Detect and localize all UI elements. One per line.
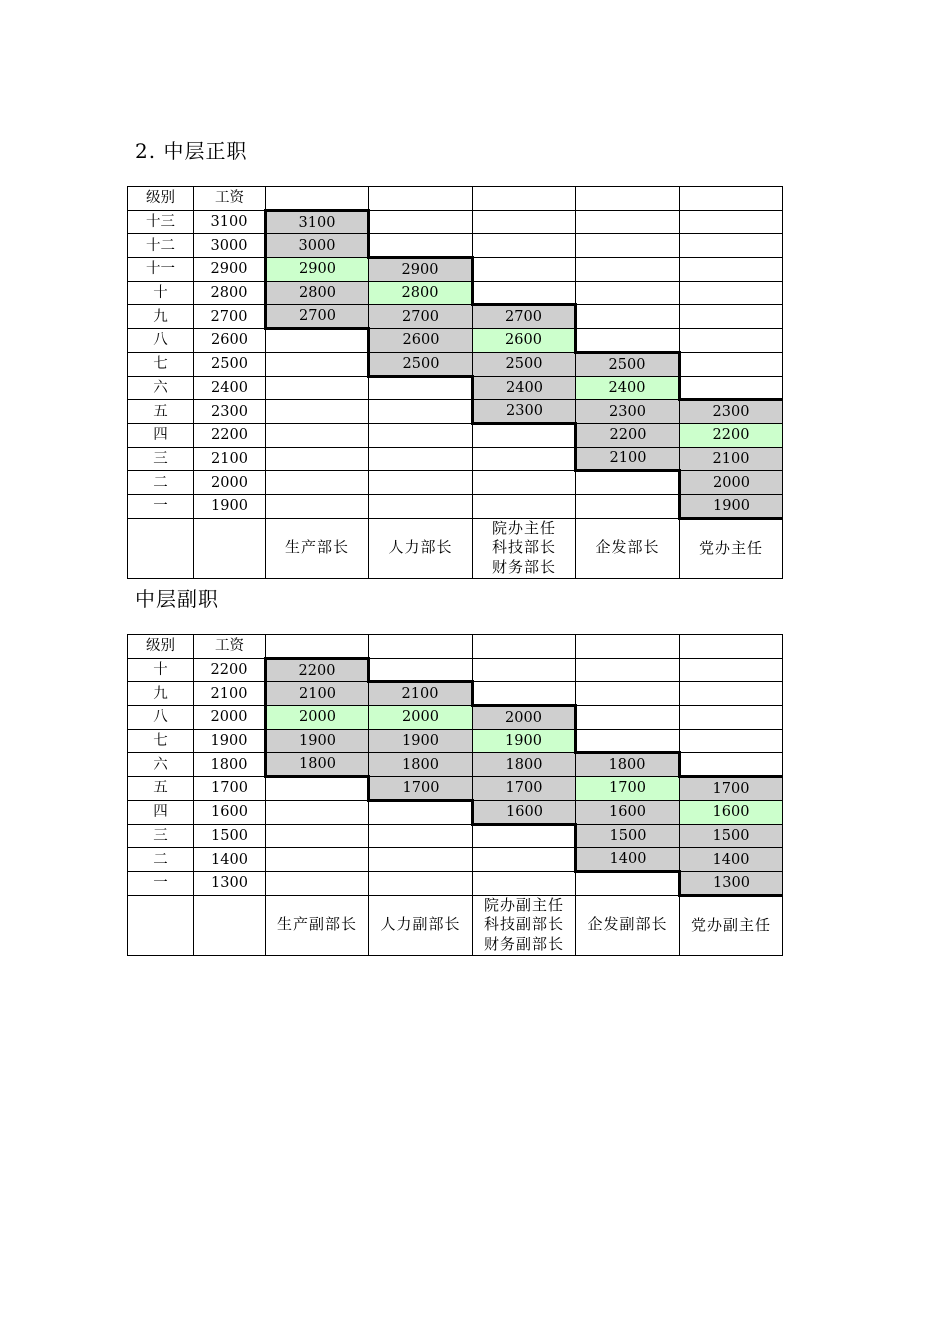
wage-band-cell: 3100 [266, 210, 369, 234]
empty-header-cell [473, 635, 576, 659]
wage-cell: 1900 [194, 729, 266, 753]
wage-band-cell [369, 376, 473, 400]
level-cell: 十 [128, 281, 194, 305]
wage-band-cell [576, 729, 680, 753]
wage-band-cell: 1900 [680, 494, 783, 518]
wage-band-cell: 2300 [680, 400, 783, 424]
position-line: 院办主任 [491, 518, 556, 537]
wage-band-cell [266, 376, 369, 400]
wage-band-cell [680, 376, 783, 400]
header-row [128, 187, 783, 211]
position-label [576, 518, 680, 578]
position-line: 生产部长 [284, 538, 349, 557]
wage-cell: 1400 [194, 848, 266, 872]
level-cell: 二 [128, 471, 194, 495]
wage-band-cell [266, 471, 369, 495]
wage-band-cell [266, 848, 369, 872]
wage-band-cell: 1300 [680, 871, 783, 895]
table-row [128, 682, 783, 706]
table-row [128, 658, 783, 682]
wage-band-cell: 1800 [473, 753, 576, 777]
wage-band-cell: 1600 [576, 800, 680, 824]
wage-band-cell [680, 305, 783, 329]
empty-header-cell [680, 635, 783, 659]
wage-band-cell [576, 658, 680, 682]
section-1-title: 2. 中层正职 [135, 139, 248, 163]
wage-band-cell [473, 871, 576, 895]
empty-footer-cell [128, 895, 194, 955]
empty-footer-cell [128, 518, 194, 578]
table-row [128, 753, 783, 777]
wage-band-cell [680, 352, 783, 376]
wage-cell: 2500 [194, 352, 266, 376]
wage-band-cell: 2200 [266, 658, 369, 682]
empty-header-cell [369, 187, 473, 211]
section-2-title: 中层副职 [135, 587, 219, 611]
position-line: 企发副部长 [587, 915, 668, 934]
wage-band-cell: 2100 [576, 447, 680, 471]
wage-band-cell: 1700 [680, 777, 783, 801]
wage-cell: 2900 [194, 258, 266, 282]
wage-cell: 1700 [194, 777, 266, 801]
wage-band-cell [576, 471, 680, 495]
wage-band-cell [680, 234, 783, 258]
wage-band-cell [369, 400, 473, 424]
empty-header-cell [473, 187, 576, 211]
wage-band-cell: 1400 [576, 848, 680, 872]
wage-band-cell [369, 494, 473, 518]
empty-footer-cell [194, 895, 266, 955]
level-cell: 三 [128, 824, 194, 848]
wage-band-cell [576, 234, 680, 258]
position-line: 院办副主任 [483, 895, 564, 914]
wage-cell: 2100 [194, 682, 266, 706]
wage-band-cell [473, 494, 576, 518]
wage-cell: 3100 [194, 210, 266, 234]
table-row [128, 258, 783, 282]
wage-band-cell [576, 281, 680, 305]
wage-band-cell [576, 258, 680, 282]
wage-band-cell [576, 871, 680, 895]
position-label [680, 518, 783, 578]
empty-header-cell [576, 187, 680, 211]
level-cell: 四 [128, 423, 194, 447]
position-label [473, 518, 576, 578]
level-cell: 三 [128, 447, 194, 471]
wage-band-cell: 3000 [266, 234, 369, 258]
wage-band-cell: 2700 [266, 305, 369, 329]
wage-band-cell: 1700 [576, 777, 680, 801]
level-cell: 七 [128, 352, 194, 376]
position-label [680, 895, 783, 955]
wage-band-cell [266, 800, 369, 824]
level-header: 级别 [128, 187, 194, 211]
wage-band-cell [369, 824, 473, 848]
wage-band-cell [266, 871, 369, 895]
wage-band-cell: 1900 [473, 729, 576, 753]
wage-band-cell: 1600 [680, 800, 783, 824]
position-label [266, 518, 369, 578]
wage-band-cell: 2700 [473, 305, 576, 329]
wage-band-cell [473, 658, 576, 682]
wage-band-cell: 1900 [266, 729, 369, 753]
wage-band-cell: 1800 [576, 753, 680, 777]
wage-cell: 1500 [194, 824, 266, 848]
table-row [128, 281, 783, 305]
table-row [128, 234, 783, 258]
wage-cell: 1900 [194, 494, 266, 518]
wage-cell: 1600 [194, 800, 266, 824]
wage-cell: 2400 [194, 376, 266, 400]
wage-band-cell [369, 848, 473, 872]
wage-band-cell [680, 210, 783, 234]
level-cell: 九 [128, 305, 194, 329]
wage-band-cell: 1500 [680, 824, 783, 848]
wage-band-cell: 2500 [473, 352, 576, 376]
wage-band-cell [680, 682, 783, 706]
wage-band-cell: 2100 [369, 682, 473, 706]
position-line: 生产副部长 [276, 915, 357, 934]
wage-band-cell [369, 447, 473, 471]
table-row [128, 400, 783, 424]
wage-cell: 3000 [194, 234, 266, 258]
position-line: 科技副部长 [483, 915, 564, 934]
level-cell: 七 [128, 729, 194, 753]
wage-cell: 2800 [194, 281, 266, 305]
wage-band-cell [266, 494, 369, 518]
empty-header-cell [680, 187, 783, 211]
wage-cell: 1800 [194, 753, 266, 777]
position-line: 财务副部长 [483, 934, 564, 953]
empty-header-cell [576, 635, 680, 659]
wage-band-cell: 1700 [473, 777, 576, 801]
level-cell: 九 [128, 682, 194, 706]
table-row [128, 447, 783, 471]
wage-band-cell [576, 682, 680, 706]
table-row [128, 729, 783, 753]
wage-band-cell: 2300 [473, 400, 576, 424]
table-row [128, 848, 783, 872]
table-row [128, 376, 783, 400]
level-cell: 十三 [128, 210, 194, 234]
level-cell: 八 [128, 329, 194, 353]
table-row [128, 305, 783, 329]
wage-band-cell [680, 729, 783, 753]
wage-band-cell [576, 706, 680, 730]
wage-band-cell: 2500 [576, 352, 680, 376]
wage-band-cell [680, 706, 783, 730]
level-cell: 五 [128, 400, 194, 424]
wage-band-cell [369, 871, 473, 895]
position-line: 科技部长 [491, 538, 556, 557]
wage-band-cell [576, 329, 680, 353]
level-header: 级别 [128, 635, 194, 659]
wage-header: 工资 [194, 187, 266, 211]
table-row [128, 824, 783, 848]
table-row [128, 423, 783, 447]
level-cell: 八 [128, 706, 194, 730]
wage-cell: 1300 [194, 871, 266, 895]
wage-band-cell [369, 800, 473, 824]
wage-band-cell [266, 777, 369, 801]
position-label [369, 895, 473, 955]
wage-band-cell: 2800 [266, 281, 369, 305]
wage-band-cell: 2000 [473, 706, 576, 730]
wage-band-cell [473, 258, 576, 282]
wage-band-cell [266, 329, 369, 353]
wage-band-cell: 2000 [680, 471, 783, 495]
wage-band-cell: 2000 [369, 706, 473, 730]
wage-cell: 2000 [194, 471, 266, 495]
wage-band-cell [473, 682, 576, 706]
wage-band-cell [369, 658, 473, 682]
wage-cell: 2200 [194, 658, 266, 682]
level-cell: 十 [128, 658, 194, 682]
senior-wage-table [127, 186, 783, 579]
level-cell: 十二 [128, 234, 194, 258]
wage-band-cell [369, 471, 473, 495]
position-line: 企发部长 [595, 538, 660, 557]
wage-band-cell [680, 329, 783, 353]
deputy-wage-table [127, 634, 783, 956]
empty-header-cell [266, 635, 369, 659]
wage-band-cell [369, 423, 473, 447]
wage-band-cell: 2200 [576, 423, 680, 447]
position-line: 人力部长 [388, 538, 453, 557]
wage-band-cell [473, 234, 576, 258]
wage-band-cell: 1500 [576, 824, 680, 848]
position-line: 党办主任 [698, 538, 763, 557]
wage-cell: 2300 [194, 400, 266, 424]
wage-band-cell [576, 305, 680, 329]
table-row [128, 800, 783, 824]
wage-band-cell [266, 352, 369, 376]
wage-band-cell: 1900 [369, 729, 473, 753]
wage-band-cell [473, 210, 576, 234]
table-row [128, 329, 783, 353]
level-cell: 四 [128, 800, 194, 824]
wage-band-cell: 2500 [369, 352, 473, 376]
wage-band-cell: 2000 [266, 706, 369, 730]
table-row [128, 777, 783, 801]
wage-band-cell: 2400 [576, 376, 680, 400]
wage-band-cell: 2800 [369, 281, 473, 305]
wage-band-cell [369, 210, 473, 234]
wage-band-cell: 2200 [680, 423, 783, 447]
wage-band-cell [369, 234, 473, 258]
wage-band-cell: 1700 [369, 777, 473, 801]
wage-band-cell [266, 423, 369, 447]
wage-band-cell [680, 658, 783, 682]
level-cell: 五 [128, 777, 194, 801]
position-line: 财务部长 [491, 557, 556, 576]
wage-band-cell: 2700 [369, 305, 473, 329]
level-cell: 二 [128, 848, 194, 872]
wage-cell: 2700 [194, 305, 266, 329]
wage-band-cell: 1800 [266, 753, 369, 777]
wage-band-cell: 2900 [266, 258, 369, 282]
level-cell: 一 [128, 494, 194, 518]
table-row [128, 210, 783, 234]
wage-band-cell [680, 258, 783, 282]
wage-band-cell [473, 824, 576, 848]
wage-band-cell [576, 494, 680, 518]
wage-header: 工资 [194, 635, 266, 659]
wage-band-cell [680, 281, 783, 305]
wage-cell: 2100 [194, 447, 266, 471]
wage-band-cell [576, 210, 680, 234]
level-cell: 六 [128, 753, 194, 777]
wage-band-cell: 2600 [473, 329, 576, 353]
position-row [128, 895, 783, 955]
wage-band-cell: 2100 [266, 682, 369, 706]
position-line: 党办副主任 [690, 915, 771, 934]
wage-band-cell: 2100 [680, 447, 783, 471]
wage-band-cell [266, 400, 369, 424]
wage-cell: 2600 [194, 329, 266, 353]
empty-header-cell [369, 635, 473, 659]
wage-band-cell: 2900 [369, 258, 473, 282]
wage-cell: 2000 [194, 706, 266, 730]
wage-band-cell [473, 848, 576, 872]
table-row [128, 471, 783, 495]
wage-band-cell [473, 281, 576, 305]
wage-band-cell: 2400 [473, 376, 576, 400]
wage-band-cell [680, 753, 783, 777]
table-row [128, 494, 783, 518]
empty-footer-cell [194, 518, 266, 578]
position-label [266, 895, 369, 955]
table-row [128, 871, 783, 895]
wage-band-cell [266, 824, 369, 848]
position-line: 人力副部长 [380, 915, 461, 934]
wage-band-cell: 2300 [576, 400, 680, 424]
header-row [128, 635, 783, 659]
position-row [128, 518, 783, 578]
table-row [128, 352, 783, 376]
wage-band-cell: 1400 [680, 848, 783, 872]
level-cell: 十一 [128, 258, 194, 282]
position-label [473, 895, 576, 955]
empty-header-cell [266, 187, 369, 211]
wage-band-cell [473, 471, 576, 495]
level-cell: 六 [128, 376, 194, 400]
wage-band-cell: 1800 [369, 753, 473, 777]
position-label [576, 895, 680, 955]
level-cell: 一 [128, 871, 194, 895]
wage-band-cell: 2600 [369, 329, 473, 353]
table-row [128, 706, 783, 730]
wage-band-cell [473, 423, 576, 447]
wage-cell: 2200 [194, 423, 266, 447]
wage-band-cell [266, 447, 369, 471]
wage-band-cell [473, 447, 576, 471]
wage-band-cell: 1600 [473, 800, 576, 824]
position-label [369, 518, 473, 578]
